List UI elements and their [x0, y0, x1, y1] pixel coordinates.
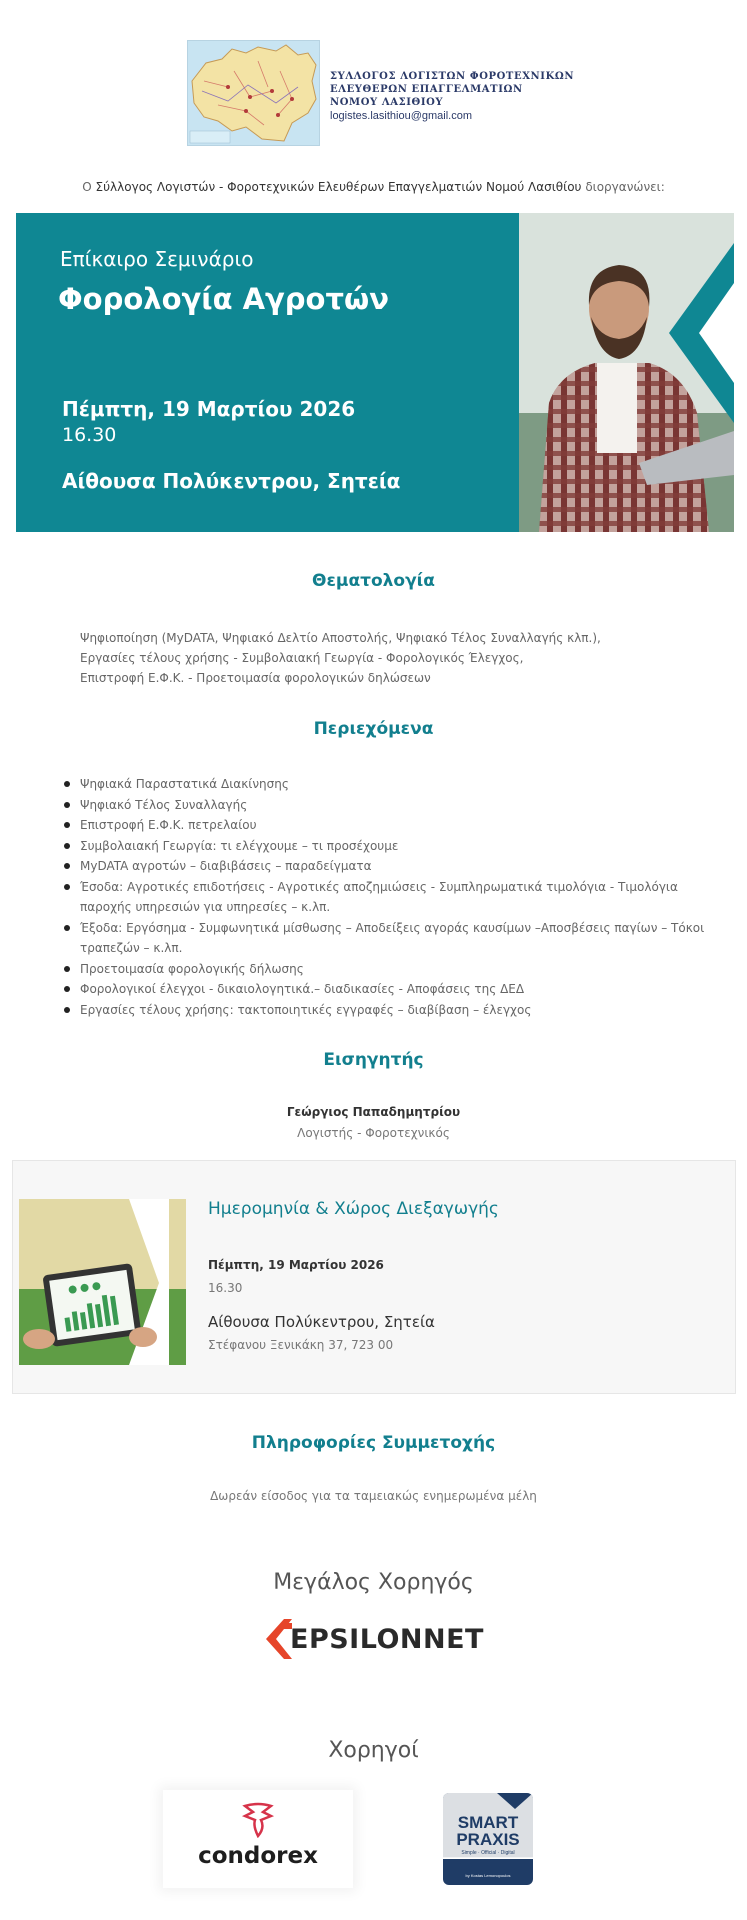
list-item: Έξοδα: Εργόσημα - Συμφωνητικά μίσθωσης – Αποδείξεις αγοράς καυσίμων –Αποσβέσεις παγίων – Τόκοι τραπεζών – κ.λπ.	[60, 918, 710, 959]
speaker-name: Γεώργιος Παπαδημητρίου	[286, 1105, 461, 1119]
participation-text: Δωρεάν είσοδος για τα ταμειακώς ενημερωμένα μέλη	[210, 1489, 537, 1503]
org-name-line-1: ΣΥΛΛΟΓΟΣ ΛΟΓΙΣΤΩΝ ΦΟΡΟΤΕΧΝΙΚΩΝ	[330, 71, 575, 82]
event-venue: Αίθουσα Πολύκεντρου, Σητεία	[208, 1313, 435, 1331]
org-name-line-3: ΝΟΜΟΥ ΛΑΣΙΘΙΟΥ	[330, 97, 444, 108]
list-item: Συμβολαιακή Γεωργία: τι ελέγχουμε – τι προσέχουμε	[60, 836, 710, 857]
event-title: Ημερομηνία & Χώρος Διεξαγωγής	[208, 1199, 499, 1219]
contents-title: Περιεχόμενα	[313, 719, 434, 739]
event-time: 16.30	[208, 1281, 243, 1295]
banner-title: Φορολογία Αγροτών	[58, 282, 389, 316]
speaker-role: Λογιστής - Φοροτεχνικός	[297, 1126, 450, 1140]
topics-line: Επιστροφή Ε.Φ.Κ. - Προετοιμασία φορολογικών δηλώσεων	[80, 671, 431, 685]
condorex-bird-icon	[241, 1802, 275, 1838]
topics-line: Εργασίες τέλους χρήσης - Συμβολαιακή Γεωργία - Φορολογικός Έλεγχος,	[80, 651, 524, 665]
event-date: Πέμπτη, 19 Μαρτίου 2026	[208, 1258, 384, 1272]
crete-map-logo	[187, 40, 320, 146]
smart-praxis-line-2: PRAXIS	[456, 1830, 520, 1849]
event-details-box	[12, 1160, 736, 1394]
tablet-illustration	[19, 1199, 186, 1365]
speaker-title: Εισηγητής	[323, 1050, 424, 1070]
map-image	[188, 41, 320, 146]
smart-praxis-line-1: SMART	[457, 1813, 519, 1832]
sponsors-title: Χορηγοί	[328, 1738, 419, 1763]
banner-date: Πέμπτη, 19 Μαρτίου 2026	[62, 397, 356, 421]
banner-venue: Αίθουσα Πολύκεντρου, Σητεία	[62, 469, 401, 493]
intro-prefix: Ο	[82, 180, 96, 194]
topics-text	[80, 628, 700, 688]
farmer-illustration	[519, 213, 734, 532]
epsilonnet-wordmark: EPSILONNET	[290, 1624, 484, 1655]
topics-line: Ψηφιοποίηση (MyDATA, Ψηφιακό Δελτίο Αποστολής, Ψηφιακό Τέλος Συναλλαγής κλπ.),	[80, 631, 601, 645]
topics-title: Θεματολογία	[312, 571, 435, 591]
epsilonnet-logo[interactable]	[262, 1617, 490, 1663]
list-item: Ψηφιακά Παραστατικά Διακίνησης	[60, 774, 710, 795]
list-item: Εργασίες τέλους χρήσης: τακτοποιητικές εγγραφές – διαβίβαση – έλεγχος	[60, 1000, 710, 1021]
org-name-line-2: ΕΛΕΥΘΕΡΩΝ ΕΠΑΓΓΕΛΜΑΤΙΩΝ	[330, 84, 523, 95]
list-item: Προετοιμασία φορολογικής δήλωσης	[60, 959, 710, 980]
smart-praxis-byline: by Kostas Lemonopoulos	[465, 1873, 511, 1878]
tablet-greenhouse-photo	[19, 1199, 186, 1365]
smart-praxis-logo[interactable]	[443, 1793, 533, 1885]
condorex-logo[interactable]	[163, 1790, 353, 1888]
banner-time: 16.30	[62, 424, 117, 446]
smart-praxis-arrow-icon	[497, 1793, 533, 1809]
participation-title: Πληροφορίες Συμμετοχής	[251, 1433, 496, 1453]
intro-line	[0, 180, 747, 194]
intro-suffix: διοργανώνει:	[581, 180, 665, 194]
major-sponsor-title: Μεγάλος Χορηγός	[273, 1570, 474, 1595]
seminar-banner	[16, 213, 734, 532]
contents-list	[60, 774, 710, 1020]
list-item: Ψηφιακό Τέλος Συναλλαγής	[60, 795, 710, 816]
banner-kicker: Επίκαιρο Σεμινάριο	[60, 247, 254, 271]
farmer-laptop-photo	[519, 213, 734, 532]
event-address: Στέφανου Ξενικάκη 37, 723 00	[208, 1338, 394, 1352]
org-email[interactable]: logistes.lasithiou@gmail.com	[330, 110, 473, 122]
organization-header	[330, 70, 590, 123]
smart-praxis-tagline: Simple · Official · Digital	[461, 1850, 515, 1856]
list-item: MyDATA αγροτών – διαβιβάσεις – παραδείγματα	[60, 856, 710, 877]
list-item: Επιστροφή Ε.Φ.Κ. πετρελαίου	[60, 815, 710, 836]
list-item: Φορολογικοί έλεγχοι - δικαιολογητικά.– διαδικασίες - Αποφάσεις της ΔΕΔ	[60, 979, 710, 1000]
intro-org-name: Σύλλογος Λογιστών - Φοροτεχνικών Ελευθέρων Επαγγελματιών Νομού Λασιθίου	[95, 180, 582, 194]
list-item: Έσοδα: Αγροτικές επιδοτήσεις - Αγροτικές αποζημιώσεις - Συμπληρωματικά τιμολόγια - Τιμολόγια παροχής υπηρεσιών για υπηρεσίες – κ.λπ.	[60, 877, 710, 918]
condorex-wordmark: condorex	[198, 1843, 318, 1869]
